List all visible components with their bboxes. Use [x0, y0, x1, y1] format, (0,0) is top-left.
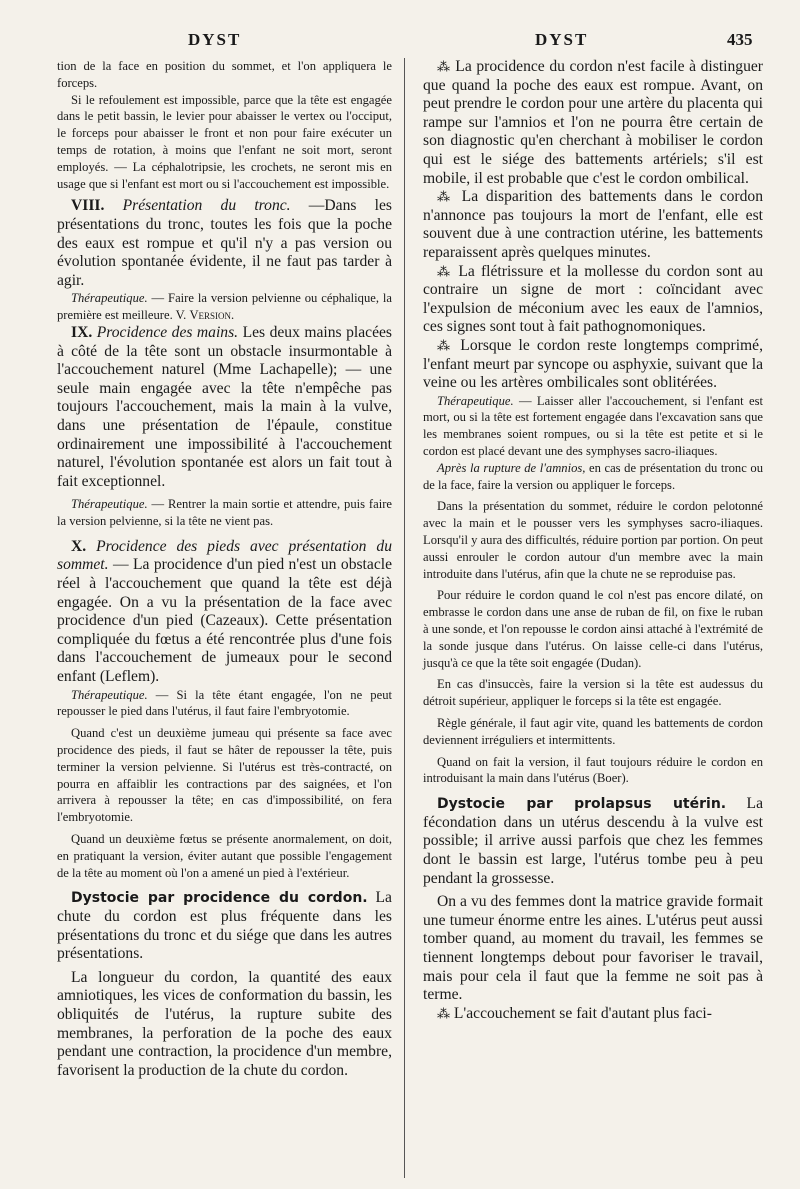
section-text: Les deux mains placées à côté de la tête sont un obstacle insurmontable à l'accouchement naturel (Mme Lachapelle); — une seule main engagée avec la tête n'empêche pas toujours l'accouchement, mais la main à la vulve, dans une présentation de l'épaule, constitue ordinairement une impossibilité à l'accouchement naturel, l'évolution spontanée est alors un fait tout à fait exceptionnel. — [57, 323, 392, 490]
paragraph-text: La flétrissure et la mollesse du cordon sont au contraire un signe de mort : coïncidant avec l'expulsion de méconium avec les eaux de l'amnios, ces signes sont tout à fait pathognomoniques. — [423, 262, 764, 336]
section-ix — [57, 324, 392, 491]
asterism-icon: ⁂ — [437, 189, 454, 205]
paragraph-text: en cas de présentation du tronc ou de la face, faire la version ou appliquer le forceps. — [423, 460, 763, 492]
paragraph-text: L'accouchement se fait d'autant plus faci- — [450, 1004, 712, 1022]
entry-prolapsus-uterin — [423, 795, 763, 888]
therapeutique-viii — [57, 290, 392, 324]
therapeutique-text: — Rentrer la main sortie et attendre, puis faire la version pelvienne, si la tête ne vient pas. — [57, 497, 392, 529]
therapeutique-label: Thérapeutique. — [437, 393, 514, 408]
paragraph-apres-rupture — [423, 460, 763, 494]
paragraph-jumeau: Quand c'est un deuxième jumeau qui présente sa face avec procidence des pieds, il faut se hâter de repousser la tête, puis terminer la version pelvienne. Si l'utérus est très-contracté, on pourra en affaiblir les contractions par des saignées, et l'on arrivera à repousser la tête; en cas d'impossibilité, on fera l'embryotomie. — [57, 726, 392, 825]
therapeutique-text: — Faire la version pelvienne ou céphalique, la première est meilleure. V. — [57, 291, 392, 323]
section-number: VIII. — [71, 197, 105, 215]
therapeutique-label: Thérapeutique. — [71, 291, 148, 306]
asterism-icon: ⁂ — [437, 1005, 450, 1021]
section-title: Procidence des mains. — [96, 323, 239, 341]
section-title: Procidence des pieds avec présentation du sommet. — [57, 537, 392, 574]
left-column — [57, 58, 392, 1080]
cross-reference: Version. — [189, 308, 235, 323]
entry-text: La chute du cordon est plus fréquente dans les présentations du tronc et du siége que dans les autres présentations. — [57, 889, 392, 963]
asterism-icon: ⁂ — [437, 337, 454, 353]
paragraph-fletrissure — [423, 263, 763, 337]
paragraph-continuation: tion de la face en position du sommet, et l'on appliquera le forceps. — [57, 59, 392, 90]
paragraph-text: La disparition des battements dans le cordon n'annonce pas toujours la mort de l'enfant, elle est souvent due à une contraction utérine, les battements reparaissent après quelques minutes. — [423, 188, 763, 261]
running-head-right: DYST — [535, 30, 589, 49]
paragraph-cordon-diagnostic — [423, 58, 763, 188]
therapeutique-x — [57, 687, 392, 721]
paragraph-longueur-cordon: La longueur du cordon, la quantité des eaux amniotiques, les vices de conformation du bassin, les obliquités de l'utérus, la rupture subite des membranes, la perforation de la poche des eaux pendant une contraction, la procidence d'un membre, favorisent la production de la chute du cordon. — [57, 968, 392, 1079]
right-column — [423, 58, 763, 1023]
paragraph-battements — [423, 188, 763, 262]
paragraph-matrice-gravide: On a vu des femmes dont la matrice gravide formait une tumeur énorme entre les aines. L'utérus peut aussi tomber quand, au moment du travail, les femmes se tiennent longtemps debout pour favoriser le travail, mais pour cela il faut que la femme ne soit pas à terme. — [423, 893, 763, 1004]
paragraph-text: La procidence du cordon n'est facile à distinguer que quand la poche des eaux est rompue. Avant, on peut prendre le cordon pour une artère du placenta qui rampe sur l'amnios et l'on ne pourra être certain de son diagnostic qu'en cherchant à mobiliser le cordon qui est le siége des battements artériels; s'il est mobile, il est probable que c'est le cordon ombilical. — [423, 58, 763, 187]
paragraph-refoulement: Si le refoulement est impossible, parce que la tête est engagée dans le petit bassin, le levier pour abaisser le vertex ou l'occiput, le forceps pour abaisser le front et non pour faire exécuter un temps de rotation, à moins que l'enfant ne soit mort, seront employés. — La céphalotripsie, les crochets, ne seront mis en usage que si l'enfant est mort ou si l'accouchement est impossible. — [57, 92, 392, 191]
therapeutique-label: Thérapeutique. — [71, 497, 148, 512]
paragraph-deuxieme-foetus: Quand un deuxième fœtus se présente anormalement, on doit, en pratiquant la version, éviter autant que possible l'engagement de la tête au moment où l'on a amené un pied à l'extérieur. — [57, 832, 392, 880]
therapeutique-text: — Laisser aller l'accouchement, si l'enfant est mort, ou si la tête est fortement engagée dans l'excavation sans que les membranes soient rompues, ou si la tête est petite et si le cordon est placé devant une des symphyses sacro-iliaques. — [423, 393, 763, 459]
section-text: —Dans les présentations du tronc, toutes les fois que la poche des eaux est rompue et qu'il n'y a pas version ou évolution spontanée évidente, il ne faut pas tarder à agir. — [57, 197, 392, 289]
therapeutique-ix — [57, 496, 392, 530]
section-title: Présentation du tronc. — [122, 197, 291, 215]
section-number: X. — [71, 537, 87, 555]
section-number: IX. — [71, 323, 93, 341]
entry-heading: Dystocie par procidence du cordon. — [71, 890, 368, 907]
therapeutique-label: Thérapeutique. — [71, 687, 148, 702]
paragraph-version: Quand on fait la version, il faut toujours réduire le cordon en introduisant la main dans l'utérus (Boer). — [423, 754, 763, 786]
entry-heading: Dystocie par prolapsus utérin. — [437, 796, 727, 813]
running-head-left: DYST — [188, 30, 242, 49]
asterism-icon: ⁂ — [437, 59, 451, 74]
entry-text: La fécondation dans un utérus descendu à la vulve est possible; il arrive aussi parfois que chez les femmes dont le bassin est large, l'utérus tombe peu à peu pendant la grossesse. — [423, 795, 763, 887]
section-x — [57, 538, 392, 687]
paragraph-text: Lorsque le cordon reste longtemps comprimé, l'enfant meurt par syncope ou asphyxie, suivant que la veine ou les artères ombilicales sont oblitérées. — [423, 336, 763, 392]
paragraph-comprime — [423, 337, 763, 393]
column-divider — [404, 58, 405, 1178]
entry-procidence-cordon — [57, 889, 392, 963]
asterism-icon: ⁂ — [437, 263, 453, 279]
paragraph-regle-generale: Règle générale, il faut agir vite, quand les battements de cordon deviennent irréguliers et intermittents. — [423, 716, 763, 747]
page-number: 435 — [727, 30, 753, 49]
paragraph-accouchement-facile — [423, 1005, 763, 1024]
therapeutique-cordon — [423, 393, 763, 460]
paragraph-reduire-cordon: Pour réduire le cordon quand le col n'est pas encore dilaté, on embrasse le cordon dans une anse de ruban de fil, on fixe le ruban à une sonde, et l'on repousse le cordon ainsi attaché à l'extrémité de la sonde jusque dans l'utérus. On laisse celle-ci dans l'utérus, jusqu'à ce que la tête soit engagée (Dudan). — [423, 588, 763, 670]
therapeutique-text: — Si la tête étant engagée, l'on ne peut repousser le pied dans l'utérus, il faut faire l'embryotomie. — [57, 687, 392, 719]
section-text: — La procidence d'un pied n'est un obstacle réel à l'accouchement que quand la tête est déjà engagée. On a vu la présentation de la face avec procidence d'un pied (Cazeaux). Cette présentation compliquée du fœtus a été rencontrée plus d'une fois dans l'accouchement de jumeaux pour le second enfant (Leflem). — [57, 556, 392, 686]
italic-lead: Après la rupture de l'amnios, — [437, 460, 586, 475]
section-viii — [57, 197, 392, 290]
paragraph-sommet: Dans la présentation du sommet, réduire le cordon pelotonné avec la main et le pousser vers les symphyses sacro-iliaques. Lorsqu'il y aura des difficultés, réduire portion par portion. On peut aussi enrouler le cordon autour d'un membre avec la main introduite dans l'utérus, afin que la chute ne se reproduise pas. — [423, 499, 763, 581]
paragraph-insucces: En cas d'insuccès, faire la version si la tête est audessus du détroit supérieur, appliquer le forceps si la tête est engagée. — [423, 677, 763, 709]
